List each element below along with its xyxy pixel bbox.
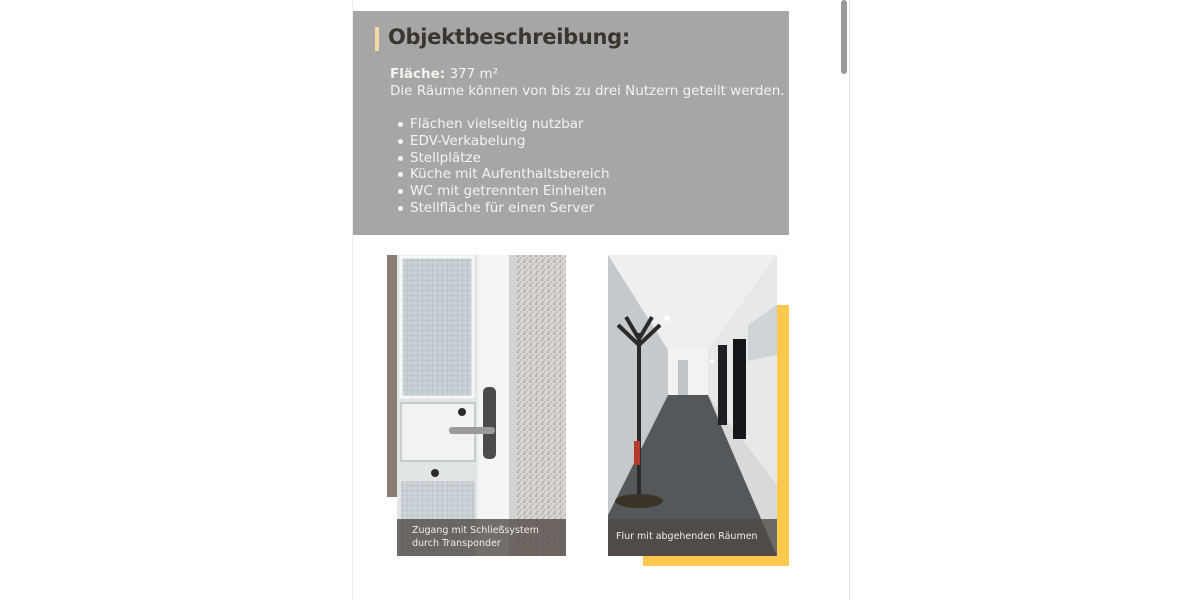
photo-caption-door: Zugang mit Schließsystem durch Transponder xyxy=(397,519,566,556)
title-accent-bar xyxy=(375,27,379,51)
list-item: Flächen vielseitig nutzbar xyxy=(397,116,610,133)
list-item: Küche mit Aufenthaltsbereich xyxy=(397,166,610,183)
list-item: WC mit getrennten Einheiten xyxy=(397,183,610,200)
description-box xyxy=(353,11,789,235)
bullet-icon xyxy=(398,172,403,177)
hallway-illustration xyxy=(608,255,777,556)
bullet-icon xyxy=(398,189,403,194)
list-item: Stellplätze xyxy=(397,150,610,167)
photo-door xyxy=(397,255,566,556)
scrollbar[interactable] xyxy=(841,0,847,74)
bullet-icon xyxy=(398,122,403,127)
door-illustration xyxy=(397,255,566,556)
section-title: Objektbeschreibung: xyxy=(388,25,630,49)
photo-hallway xyxy=(608,255,777,556)
intro-text: Die Räume können von bis zu drei Nutzern geteilt werden. xyxy=(390,83,785,99)
bullet-icon xyxy=(398,206,403,211)
photo-caption-hallway: Flur mit abgehenden Räumen xyxy=(608,519,777,556)
bullet-icon xyxy=(398,156,403,161)
list-item: Stellfläche für einen Server xyxy=(397,200,610,217)
feature-list xyxy=(397,116,610,217)
area-label: Fläche: xyxy=(390,66,446,82)
area-value: 377 m² xyxy=(449,66,499,82)
list-item: EDV-Verkabelung xyxy=(397,133,610,150)
area-line xyxy=(390,66,498,82)
bullet-icon xyxy=(398,139,403,144)
